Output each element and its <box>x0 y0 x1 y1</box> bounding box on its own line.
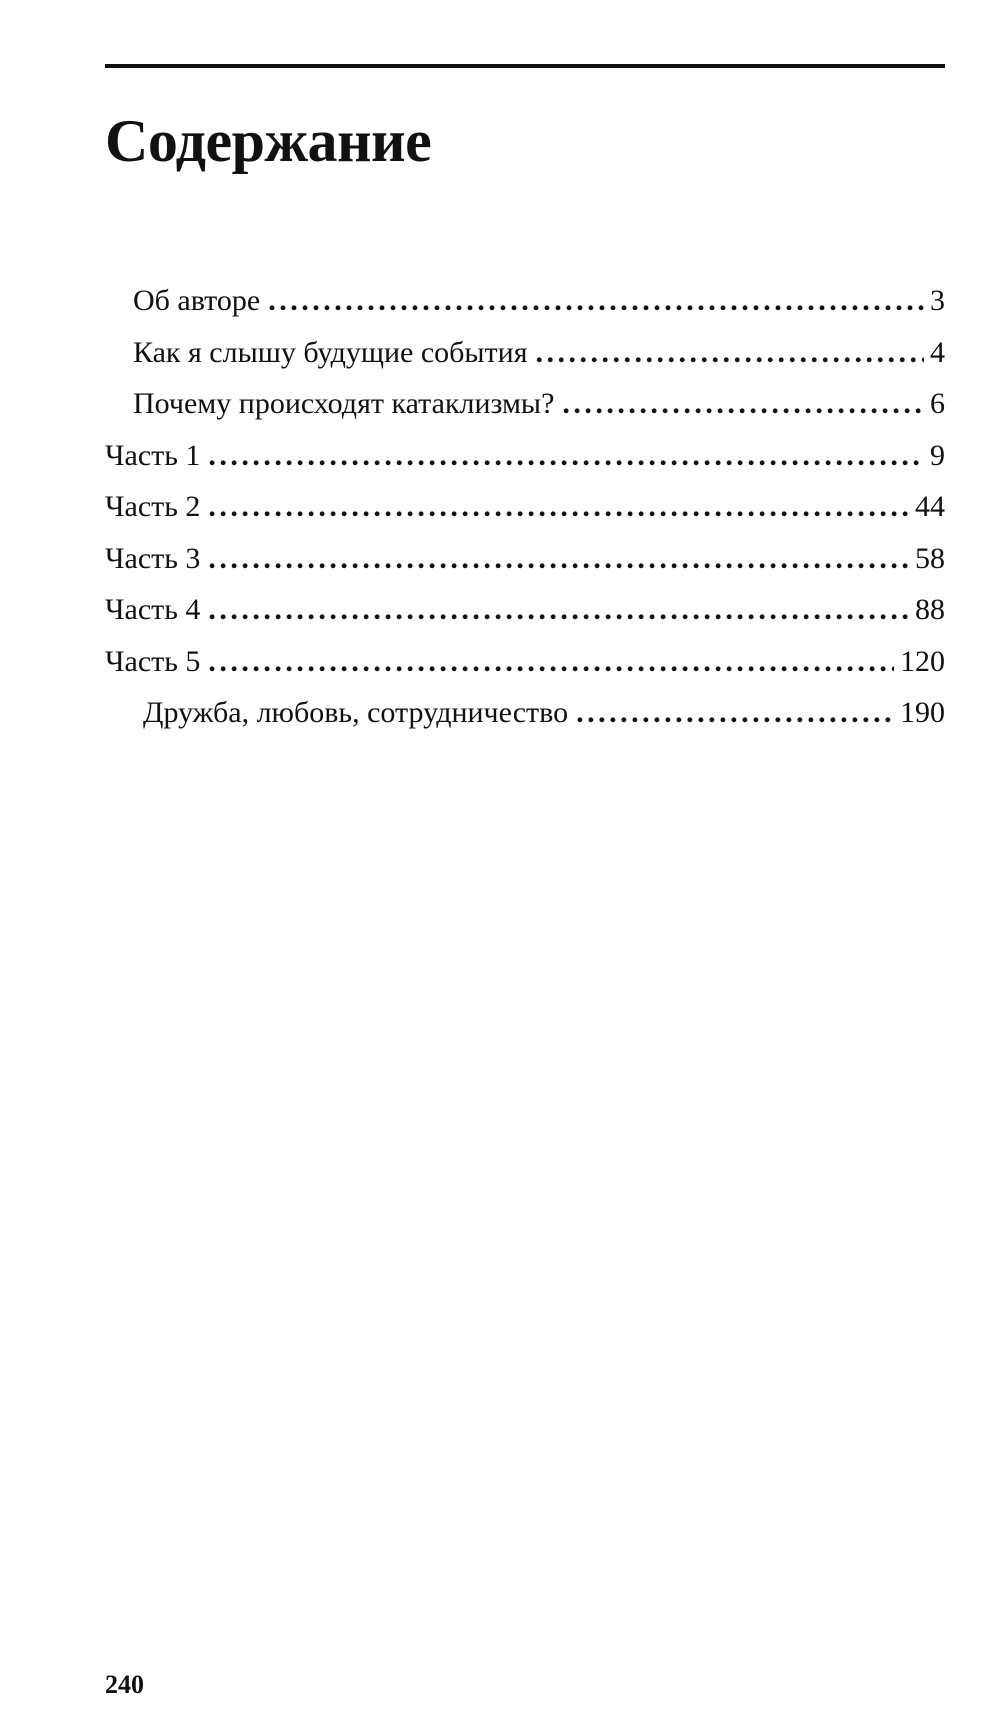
page-title: Содержание <box>105 108 432 174</box>
top-rule <box>105 64 945 68</box>
toc-dot-leader <box>208 636 894 688</box>
toc-entry-title: Часть 5 <box>105 644 201 678</box>
toc-entry-page: 3 <box>930 284 945 317</box>
toc-entry-title: Почему происходят катаклизмы? <box>133 387 555 420</box>
toc-dot-leader <box>562 378 924 430</box>
toc-entry <box>105 687 945 739</box>
toc-entry <box>105 327 945 379</box>
toc-entry <box>105 378 945 430</box>
page-number: 240 <box>105 1670 144 1699</box>
toc-entry-page: 88 <box>915 593 945 626</box>
toc-entry-page: 6 <box>930 387 945 420</box>
toc-dot-leader <box>208 481 909 533</box>
toc-entry <box>105 636 945 688</box>
toc-entry <box>105 533 945 585</box>
toc-dot-leader <box>208 584 909 636</box>
toc-entry-title: Часть 1 <box>105 438 201 472</box>
toc-dot-leader <box>576 687 894 739</box>
toc-entry-title: Дружба, любовь, сотрудничество <box>143 696 569 729</box>
toc-dot-leader <box>536 327 924 379</box>
toc-entry-page: 9 <box>930 438 945 472</box>
toc-entry-page: 4 <box>930 335 945 369</box>
toc-entry <box>105 275 945 327</box>
toc-entry-title: Об авторе <box>133 284 261 317</box>
toc-dot-leader <box>208 430 924 482</box>
toc-entry-page: 44 <box>915 490 945 523</box>
toc-entry-page: 58 <box>915 541 945 575</box>
toc-entry-page: 120 <box>900 644 945 678</box>
toc-dot-leader <box>208 533 909 585</box>
toc-entry <box>105 481 945 533</box>
toc-dot-leader <box>268 275 924 327</box>
toc-entry <box>105 430 945 482</box>
toc-entry-page: 190 <box>900 696 945 729</box>
toc-entry-title: Как я слышу будущие события <box>133 335 528 369</box>
toc-entry <box>105 584 945 636</box>
table-of-contents <box>105 275 945 739</box>
toc-entry-title: Часть 3 <box>105 541 201 575</box>
toc-entry-title: Часть 4 <box>105 593 201 626</box>
toc-entry-title: Часть 2 <box>105 490 201 523</box>
